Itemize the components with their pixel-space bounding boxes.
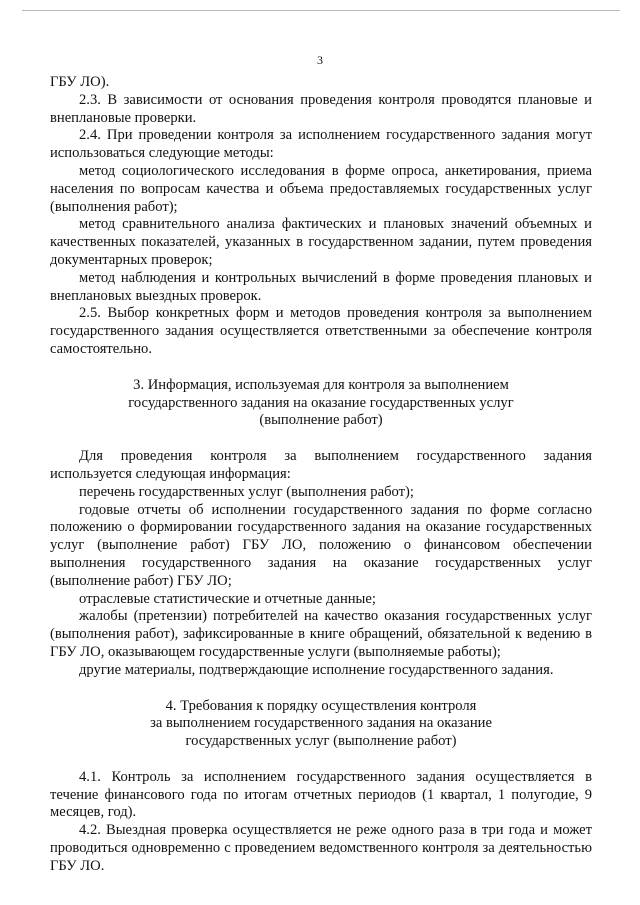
method-comparative: метод сравнительного анализа фактических и плановых значений объемных и качественных показателей, указанных в государственном задании, путем проведения документарных проверок; <box>50 216 592 268</box>
paragraph-2-3: 2.3. В зависимости от основания проведения контроля проводятся плановые и внеплановые проверки. <box>50 91 592 126</box>
info-list-item: перечень государственных услуг (выполнения работ); <box>79 483 414 500</box>
spacer <box>50 430 592 448</box>
method-observation: метод наблюдения и контрольных вычислений в форме проведения плановых и внеплановых выездных проверок. <box>50 269 592 304</box>
section-3-intro: Для проведения контроля за выполнением государственного задания используется следующая информация: <box>50 448 592 482</box>
section-3-heading-line-1: 3. Информация, используемая для контроля за выполнением <box>133 376 509 393</box>
section-4-heading <box>50 698 592 751</box>
paragraph-gbu-lo-end: ГБУ ЛО). <box>50 74 110 90</box>
info-list-item: годовые отчеты об исполнении государственного задания по форме согласно положению о формировании государственного задания на оказание государственных услуг (выполнение работ) ГБУ ЛО, положению о финансовом обеспечении выполнения государственного задания на оказание государственных услуг (выполнение работ) ГБУ ЛО; <box>50 501 592 589</box>
paragraph-2-4: 2.4. При проведении контроля за исполнением государственного задания могут использоваться следующие методы: <box>50 127 592 162</box>
paragraph-4-1: 4.1. Контроль за исполнением государственного задания осуществляется в течение финансового года по итогам отчетных периодов (1 квартал, 1 полугодие, 9 месяцев, год). <box>50 768 592 821</box>
spacer <box>50 680 592 698</box>
spacer <box>50 751 592 769</box>
method-sociological: метод социологического исследования в форме опроса, анкетирования, приема населения по вопросам качества и объема предоставляемых государственных услуг (выполнения работ); <box>50 162 592 215</box>
page-number: 3 <box>317 53 323 67</box>
info-list-item: жалобы (претензии) потребителей на качество оказания государственных услуг (выполнения работ), зафиксированные в книге обращений, обязательной к ведению в ГБУ ЛО, оказывающем государственные услуги (выполняемые работы); <box>50 608 592 660</box>
info-list-item: отраслевые статистические и отчетные данные; <box>79 590 376 607</box>
section-3-heading-line-2: государственного задания на оказание государственных услуг <box>128 394 514 411</box>
section-4-heading-line-3: государственных услуг (выполнение работ) <box>185 733 457 750</box>
section-2-continuation <box>50 74 592 359</box>
section-4-heading-line-2: за выполнением государственного задания на оказание <box>150 715 492 732</box>
section-4-heading-line-1: 4. Требования к порядку осуществления контроля <box>165 697 477 714</box>
document-body <box>50 74 592 876</box>
paragraph-2-5: 2.5. Выбор конкретных форм и методов проведения контроля за выполнением государственного задания осуществляется ответственными за обеспечение контроля самостоятельно. <box>50 305 592 357</box>
section-3-body <box>50 448 592 679</box>
section-3-heading <box>50 377 592 430</box>
spacer <box>50 359 592 377</box>
section-3-heading-line-3: (выполнение работ) <box>259 412 383 429</box>
paragraph-4-2: 4.2. Выездная проверка осуществляется не реже одного раза в три года и может проводиться одновременно с проведением ведомственного контроля за деятельностью ГБУ ЛО. <box>50 822 592 874</box>
top-border-line <box>22 10 620 11</box>
section-4-body <box>50 769 592 876</box>
info-list-item: другие материалы, подтверждающие исполнение государственного задания. <box>79 661 554 678</box>
